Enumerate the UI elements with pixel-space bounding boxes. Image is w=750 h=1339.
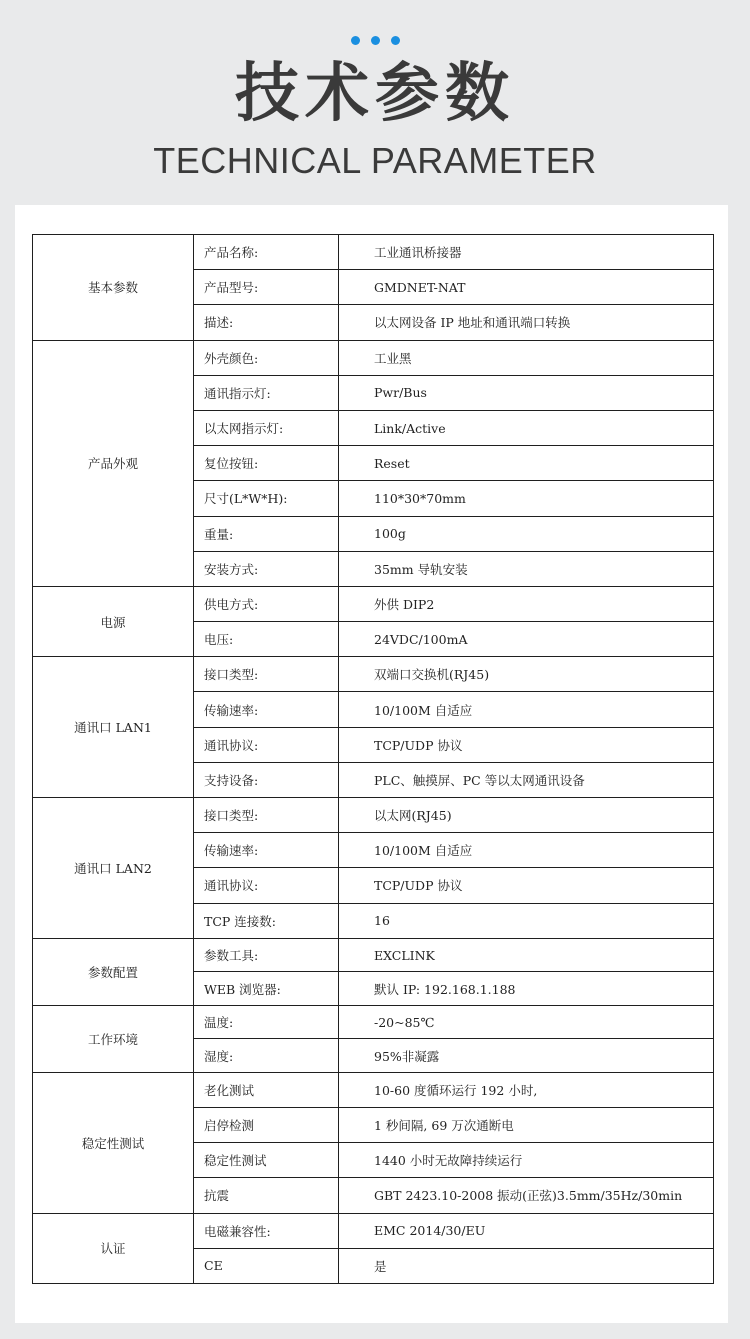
value-cell: Link/Active <box>339 410 714 445</box>
value-cell: 110*30*70mm <box>339 481 714 516</box>
dot-icon <box>371 36 380 45</box>
table-row <box>33 1213 714 1248</box>
label-cell: CE <box>194 1248 339 1283</box>
category-cell: 认证 <box>33 1213 194 1283</box>
label-cell: 接口类型: <box>194 798 339 833</box>
label-cell: 通讯协议: <box>194 727 339 762</box>
value-cell: 16 <box>339 903 714 938</box>
category-cell: 通讯口 LAN2 <box>33 798 194 939</box>
category-cell: 通讯口 LAN1 <box>33 657 194 798</box>
category-cell: 工作环境 <box>33 1005 194 1072</box>
table-row <box>33 235 714 270</box>
label-cell: 湿度: <box>194 1039 339 1073</box>
value-cell: TCP/UDP 协议 <box>339 727 714 762</box>
value-cell: GBT 2423.10-2008 振动(正弦)3.5mm/35Hz/30min <box>339 1178 714 1213</box>
value-cell: 工业黑 <box>339 340 714 375</box>
value-cell: 10-60 度循环运行 192 小时, <box>339 1072 714 1107</box>
value-cell: 是 <box>339 1248 714 1283</box>
label-cell: 参数工具: <box>194 938 339 972</box>
label-cell: 产品名称: <box>194 235 339 270</box>
table-row <box>33 657 714 692</box>
value-cell: 1 秒间隔, 69 万次通断电 <box>339 1107 714 1142</box>
label-cell: 通讯指示灯: <box>194 375 339 410</box>
value-cell: Reset <box>339 446 714 481</box>
value-cell: GMDNET-NAT <box>339 270 714 305</box>
table-row <box>33 938 714 972</box>
label-cell: 复位按钮: <box>194 446 339 481</box>
spec-table <box>32 234 714 1284</box>
label-cell: 产品型号: <box>194 270 339 305</box>
label-cell: 电压: <box>194 622 339 657</box>
table-row <box>33 340 714 375</box>
label-cell: 支持设备: <box>194 762 339 797</box>
value-cell: -20~85℃ <box>339 1005 714 1039</box>
value-cell: 默认 IP: 192.168.1.188 <box>339 972 714 1006</box>
table-row <box>33 586 714 621</box>
value-cell: 100g <box>339 516 714 551</box>
value-cell: Pwr/Bus <box>339 375 714 410</box>
dot-icon <box>391 36 400 45</box>
label-cell: 描述: <box>194 305 339 340</box>
value-cell: TCP/UDP 协议 <box>339 868 714 903</box>
value-cell: 以太网设备 IP 地址和通讯端口转换 <box>339 305 714 340</box>
value-cell: 以太网(RJ45) <box>339 798 714 833</box>
label-cell: 供电方式: <box>194 586 339 621</box>
value-cell: 1440 小时无故障持续运行 <box>339 1143 714 1178</box>
dot-icon <box>351 36 360 45</box>
table-row <box>33 1072 714 1107</box>
value-cell: 双端口交换机(RJ45) <box>339 657 714 692</box>
label-cell: 老化测试 <box>194 1072 339 1107</box>
value-cell: 24VDC/100mA <box>339 622 714 657</box>
page-title: 技术参数 <box>235 57 515 131</box>
value-cell: 95%非凝露 <box>339 1039 714 1073</box>
page-subtitle: TECHNICAL PARAMETER <box>153 140 597 181</box>
category-cell: 参数配置 <box>33 938 194 1005</box>
label-cell: 启停检测 <box>194 1107 339 1142</box>
table-row <box>33 1005 714 1039</box>
decorative-dots <box>0 36 750 45</box>
value-cell: PLC、触摸屏、PC 等以太网通讯设备 <box>339 762 714 797</box>
label-cell: 传输速率: <box>194 833 339 868</box>
label-cell: 重量: <box>194 516 339 551</box>
value-cell: 10/100M 自适应 <box>339 692 714 727</box>
label-cell: 接口类型: <box>194 657 339 692</box>
label-cell: 外壳颜色: <box>194 340 339 375</box>
category-cell: 稳定性测试 <box>33 1072 194 1213</box>
label-cell: 抗震 <box>194 1178 339 1213</box>
label-cell: 稳定性测试 <box>194 1143 339 1178</box>
label-cell: 通讯协议: <box>194 868 339 903</box>
category-cell: 电源 <box>33 586 194 656</box>
category-cell: 基本参数 <box>33 235 194 341</box>
table-row <box>33 798 714 833</box>
label-cell: 尺寸(L*W*H): <box>194 481 339 516</box>
label-cell: 电磁兼容性: <box>194 1213 339 1248</box>
label-cell: 安装方式: <box>194 551 339 586</box>
label-cell: 温度: <box>194 1005 339 1039</box>
label-cell: 以太网指示灯: <box>194 410 339 445</box>
label-cell: 传输速率: <box>194 692 339 727</box>
category-cell: 产品外观 <box>33 340 194 586</box>
value-cell: 35mm 导轨安装 <box>339 551 714 586</box>
value-cell: EMC 2014/30/EU <box>339 1213 714 1248</box>
label-cell: WEB 浏览器: <box>194 972 339 1006</box>
value-cell: 外供 DIP2 <box>339 586 714 621</box>
value-cell: EXCLINK <box>339 938 714 972</box>
value-cell: 工业通讯桥接器 <box>339 235 714 270</box>
value-cell: 10/100M 自适应 <box>339 833 714 868</box>
label-cell: TCP 连接数: <box>194 903 339 938</box>
